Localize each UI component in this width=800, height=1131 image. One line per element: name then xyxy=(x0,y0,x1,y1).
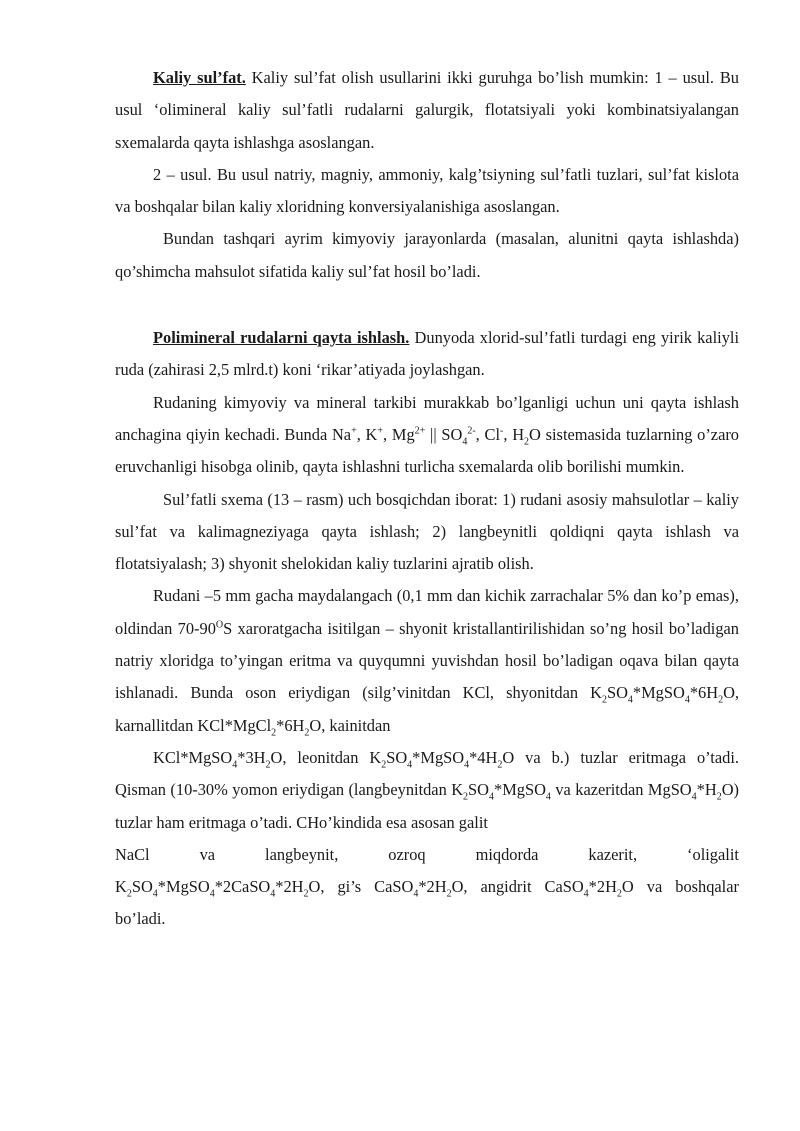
text-run: || SO xyxy=(425,424,463,444)
text-run: , K xyxy=(356,424,378,444)
superscript: + xyxy=(377,425,384,437)
text-run: , Mg xyxy=(383,424,415,444)
text-run: *MgSO xyxy=(632,683,685,703)
text-run: , Cl xyxy=(475,424,501,444)
text-run: Rudaning kimyoviy va mineral tarkibi murakkab bo’lganligi uchun uni qayta ishlash anchagina qiyin kechadi. Bunda Na xyxy=(115,392,739,444)
text-run: *MgSO xyxy=(494,780,546,800)
subscript: 2 xyxy=(524,436,530,448)
text-run: O va b.) tuzlar eritmaga o’tadi. Qisman (10-30% yomon eriydigan (langbeynitdan K xyxy=(115,747,739,800)
word: kazerit, xyxy=(588,844,638,864)
document-page xyxy=(115,62,739,936)
text-run: O, gi’s CaSO xyxy=(308,877,414,897)
heading-kaliy-sulfat: Kaliy sul’fat. xyxy=(153,68,246,87)
subscript: 4 xyxy=(684,694,690,706)
text-run: *MgSO xyxy=(412,747,465,767)
subscript: 4 xyxy=(270,888,276,900)
heading-polimineral: Polimineral rudalarni qayta ishlash. xyxy=(153,328,410,348)
subscript: 4 xyxy=(152,888,158,900)
paragraph-rudaning xyxy=(115,387,739,484)
text-run: *6H xyxy=(276,715,305,735)
text-run: *4H xyxy=(469,747,498,767)
text-run: *2H xyxy=(275,877,304,897)
subscript: 4 xyxy=(489,791,494,803)
text-run: KCl*MgSO xyxy=(153,747,233,767)
text-run: *6H xyxy=(689,683,719,703)
text-run: va kazeritdan MgSO xyxy=(550,780,692,800)
subscript: 2 xyxy=(718,694,724,706)
paragraph-kaliy-sulfat xyxy=(115,62,739,159)
subscript: 4 xyxy=(627,694,633,706)
paragraph-bundan-tashqari: Bundan tashqari ayrim kimyoviy jarayonlarda (masalan, alunitni qayta ishlashda) qo’shimcha mahsulot sifatida kaliy sul’fat hosil bo’ladi. xyxy=(115,229,739,281)
text-run: O) tuzlar ham eritmaga o’tadi. CHo’kindida esa asosan galit xyxy=(115,780,739,832)
word: ozroq xyxy=(388,844,426,864)
text-run: O, angidrit CaSO xyxy=(451,877,584,897)
text-run: O va boshqalar bo’ladi. xyxy=(115,877,739,929)
superscript: O xyxy=(215,619,224,631)
word: ‘oligalit xyxy=(687,844,739,864)
text-run: SO xyxy=(606,683,628,703)
text-run: SO xyxy=(386,747,408,767)
text-run: *H xyxy=(696,780,717,800)
paragraph-tail xyxy=(115,871,739,936)
subscript: 2 xyxy=(271,726,277,738)
text-run: O sistemasida tuzlarning o’zaro eruvchanligi hisobga olinib, qayta ishlashni turlicha sxemalarda olib borilishi mumkin. xyxy=(115,424,739,477)
text-run: S xaroratgacha isitilgan – shyonit kristallantirilishidan so’ng hosil bo’ladigan natriy xloridga to’yingan eritma va quyqumni yuvishdan hosil bo’ladigan oqava bilan qayta ishlanadi. Bunda oson eriydigan (silg’vinitdan KCl, shyonitdan K xyxy=(115,618,739,703)
justified-line xyxy=(115,839,739,871)
paragraph-usul-2: 2 – usul. Bu usul natriy, magniy, ammoniy, kalg’tsiyning sul’fatli tuzlari, sul’fat kislota va boshqalar bilan kaliy xloridning konversiyalanishiga asoslangan. xyxy=(115,164,739,217)
subscript: 2 xyxy=(616,888,622,900)
paragraph-polimineral xyxy=(115,322,739,387)
word: va xyxy=(199,844,216,864)
subscript: 4 xyxy=(232,759,238,771)
text-run: SO xyxy=(131,877,153,897)
subscript: 4 xyxy=(407,759,413,771)
subscript: 2 xyxy=(126,888,132,900)
text-run: *3H xyxy=(237,747,266,767)
subscript: 2 xyxy=(304,726,310,738)
subscript: 2 xyxy=(601,694,607,706)
paragraph-sulfatli-sxema: Sul’fatli sxema (13 – rasm) uch bosqichdan iborat: 1) rudani asosiy mahsulotlar – kaliy sul’fat va kalimagneziyaga qayta ishlash; 2) langbeynitli qoldiqni qayta ishlash va flotatsiyalash; 3) shyonit shelokidan kaliy tuzlarini ajratib olish. xyxy=(115,489,739,574)
paragraph-gap xyxy=(115,288,739,322)
text-run: O, karnallitdan KCl*MgCl xyxy=(115,683,739,735)
subscript: 4 xyxy=(691,791,697,803)
subscript: 2 xyxy=(446,888,452,900)
text-run: O, leonitdan K xyxy=(270,747,382,767)
subscript: 2 xyxy=(497,759,503,771)
text-run: K xyxy=(115,877,127,897)
superscript: - xyxy=(500,425,504,437)
superscript: 2+ xyxy=(414,425,426,437)
subscript: 4 xyxy=(464,759,470,771)
subscript: 2 xyxy=(265,759,271,771)
superscript: 2- xyxy=(467,425,476,437)
word: miqdorda xyxy=(475,844,539,864)
paragraph-text: Kaliy sul’fat olish usullarini ikki guruhga bo’lish mumkin: 1 – usul. Bu usul ‘olimineral kaliy sul’fatli rudalarni galurgik, flotatsiyali yoki kombinatsiyalangan sxemalarda qayta ishlashga asoslangan. xyxy=(115,68,740,152)
subscript: 2 xyxy=(463,791,469,803)
subscript: 4 xyxy=(583,888,589,900)
word: langbeynit, xyxy=(265,844,339,864)
text-run: *2H xyxy=(418,877,447,897)
subscript: 4 xyxy=(462,436,468,448)
subscript: 4 xyxy=(545,791,551,803)
subscript: 4 xyxy=(209,888,215,900)
paragraph-rudani xyxy=(115,580,739,741)
text-run: SO xyxy=(468,780,489,800)
text-run: *MgSO xyxy=(157,877,210,897)
text-run: , H xyxy=(503,424,525,444)
word: NaCl xyxy=(115,844,150,864)
text-run: Rudani –5 mm gacha maydalangach (0,1 mm dan kichik zarrachalar 5% dan ko’p emas), oldindan 70-90 xyxy=(115,586,739,638)
text-run: *2H xyxy=(588,877,617,897)
paragraph-kcl-mgso4 xyxy=(115,742,739,839)
paragraph-text: Dunyoda xlorid-sul’fatli turdagi eng yirik kaliyli ruda (zahirasi 2,5 mlrd.t) koni ‘rikar’atiyada joylashgan. xyxy=(115,328,739,380)
subscript: 4 xyxy=(413,888,419,900)
subscript: 2 xyxy=(716,791,722,803)
text-run: *2CaSO xyxy=(214,877,271,897)
subscript: 2 xyxy=(303,888,309,900)
subscript: 2 xyxy=(381,759,387,771)
superscript: + xyxy=(351,425,357,437)
text-run: O, kainitdan xyxy=(309,715,391,735)
